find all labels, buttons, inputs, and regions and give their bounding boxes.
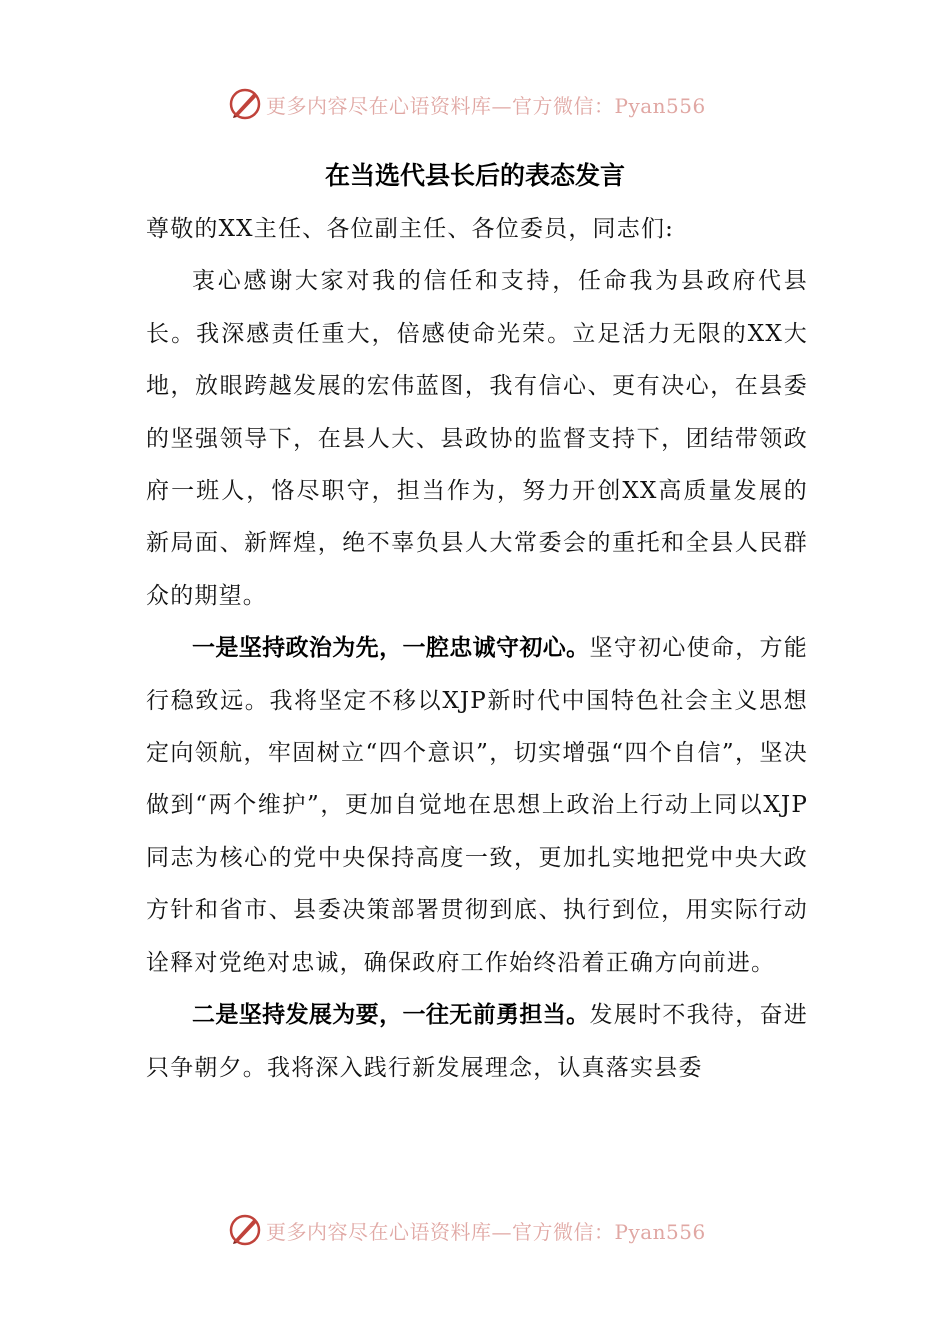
pen-circle-logo-icon — [228, 87, 262, 121]
paragraph-lead: 二是坚持发展为要，一往无前勇担当。 — [192, 1002, 590, 1029]
watermark-text: 更多内容尽在心语资料库—官方微信：Pyan556 — [266, 93, 706, 118]
paragraph — [146, 622, 808, 989]
header-watermark — [228, 86, 706, 122]
salutation: 尊敬的XX主任、各位副主任、各位委员，同志们: — [146, 216, 675, 242]
footer-watermark — [228, 1212, 706, 1248]
paragraph-text: 衷心感谢大家对我的信任和支持，任命我为县政府代县长。我深感责任重大，倍感使命光荣。立足活力无限的XX大地，放眼跨越发展的宏伟蓝图，我有信心、更有决心，在县委的坚强领导下，在县人大、县政协的监督支持下，团结带领政府一班人，恪尽职守，担当作为，努力开创XX高质量发展的新局面、新辉煌，绝不辜负县人大常委会的重托和全县人民群众的期望。 — [146, 268, 808, 609]
paragraph-lead: 一是坚持政治为先，一腔忠诚守初心。 — [192, 635, 590, 662]
paragraph — [146, 989, 808, 1094]
paragraph-text: 发展时不我待，奋进只争朝夕。我将深入践行新发展理念，认真落实县委 — [146, 1002, 808, 1081]
paragraph-text: 坚守初心使命，方能行稳致远。我将坚定不移以XJP新时代中国特色社会主义思想定向领航，牢固树立“四个意识”，切实增强“四个自信”，坚决做到“两个维护”，更加自觉地在思想上政治上行动上同以XJP同志为核心的党中央保持高度一致，更加扎实地把党中央大政方针和省市、县委决策部署贯彻到底、执行到位，用实际行动诠释对党绝对忠诚，确保政府工作始终沿着正确方向前进。 — [146, 635, 808, 976]
pen-circle-logo-icon — [228, 1213, 262, 1247]
watermark-text: 更多内容尽在心语资料库—官方微信：Pyan556 — [266, 1219, 706, 1244]
document-title: 在当选代县长后的表态发言 — [324, 161, 625, 190]
paragraph — [146, 255, 808, 622]
document-body — [146, 203, 808, 1094]
